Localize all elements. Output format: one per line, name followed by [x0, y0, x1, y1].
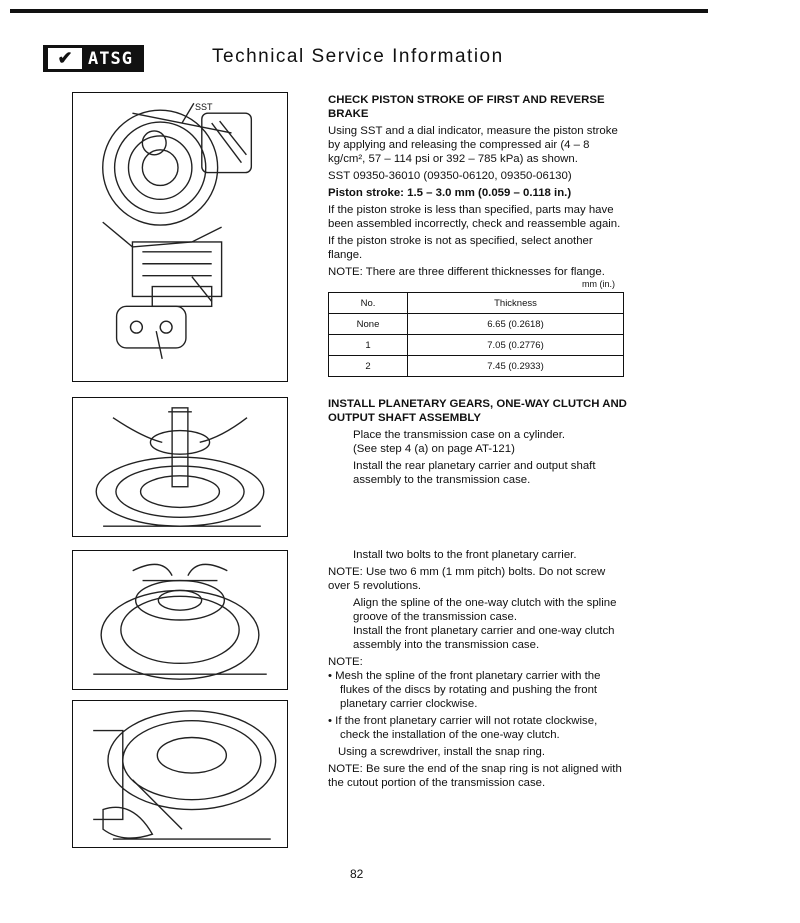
paragraph: Install two bolts to the front planetary carrier. [353, 549, 577, 561]
table-cell: 2 [329, 356, 408, 377]
paragraph: Install the rear planetary carrier and output shaft assembly to the transmission case. [353, 460, 596, 486]
note: NOTE: Use two 6 mm (1 mm pitch) bolts. Do not screw over 5 revolutions. [328, 566, 606, 592]
paragraph: If the piston stroke is not as specified, select another flange. [328, 235, 593, 261]
note-label: NOTE: [328, 656, 363, 668]
table-cell: 6.65 (0.2618) [408, 314, 624, 335]
note: NOTE: There are three different thicknesses for flange. [328, 266, 605, 278]
page-title: Technical Service Information [212, 46, 504, 67]
sst-numbers: SST 09350-36010 (09350-06120, 09350-06130) [328, 170, 572, 182]
table-cell: 1 [329, 335, 408, 356]
check-mark-icon: ✔ [48, 48, 82, 69]
page-number: 82 [350, 867, 364, 881]
table-cell: 7.05 (0.2776) [408, 335, 624, 356]
table-row [329, 314, 624, 335]
paragraph: Using SST and a dial indicator, measure the piston stroke by applying and releasing the compressed air (4 – 8 kg/cm², 57 – 114 psi or 392 – 785 kPa) as shown. [328, 125, 618, 165]
section-front-carrier [328, 548, 628, 793]
table-header: No. [329, 293, 408, 314]
front-planetary-carrier-illustration [73, 551, 287, 689]
table-header: Thickness [408, 293, 624, 314]
bullet-item: • Mesh the spline of the front planetary carrier with the flukes of the discs by rotating and pushing the front planetary carrier clockwise. [328, 670, 601, 710]
atsg-logo [43, 45, 144, 72]
figure-output-shaft [72, 397, 288, 537]
sst-label: SST [195, 102, 213, 112]
table-header-row [329, 293, 624, 314]
table-cell: None [329, 314, 408, 335]
logo-text: ATSG [88, 48, 133, 69]
page-reference: (See step 4 (a) on page AT-121) [353, 443, 515, 455]
paragraph: If the piston stroke is less than specified, parts may have been assembled incorrectly, check and reassemble again. [328, 204, 621, 230]
table-row [329, 335, 624, 356]
section-planetary-gears [328, 397, 628, 490]
section-heading: INSTALL PLANETARY GEARS, ONE-WAY CLUTCH AND OUTPUT SHAFT ASSEMBLY [328, 398, 627, 424]
section-heading: CHECK PISTON STROKE OF FIRST AND REVERSE BRAKE [328, 94, 605, 120]
paragraph: Align the spline of the one-way clutch with the spline groove of the transmission case. [353, 597, 617, 623]
paragraph: Using a screwdriver, install the snap ring. [338, 746, 546, 758]
table-unit: mm (in.) [582, 279, 615, 289]
bullet-item: • If the front planetary carrier will not rotate clockwise, check the installation of the one-way clutch. [328, 715, 598, 741]
flange-thickness-table [328, 292, 624, 377]
header-rule [10, 9, 708, 13]
transmission-dial-indicator-illustration [73, 93, 287, 381]
figure-snap-ring [72, 700, 288, 848]
figure-front-planetary [72, 550, 288, 690]
table-row [329, 356, 624, 377]
table-cell: 7.45 (0.2933) [408, 356, 624, 377]
figure-piston-stroke [72, 92, 288, 382]
piston-stroke-spec: Piston stroke: 1.5 – 3.0 mm (0.059 – 0.118 in.) [328, 187, 572, 199]
paragraph: Place the transmission case on a cylinder. [353, 429, 566, 441]
snap-ring-screwdriver-illustration [73, 701, 287, 847]
paragraph: Install the front planetary carrier and one-way clutch assembly into the transmission case. [353, 625, 615, 651]
output-shaft-install-illustration [73, 398, 287, 536]
note: NOTE: Be sure the end of the snap ring is not aligned with the cutout portion of the transmission case. [328, 763, 622, 789]
section-piston-stroke [328, 93, 628, 282]
